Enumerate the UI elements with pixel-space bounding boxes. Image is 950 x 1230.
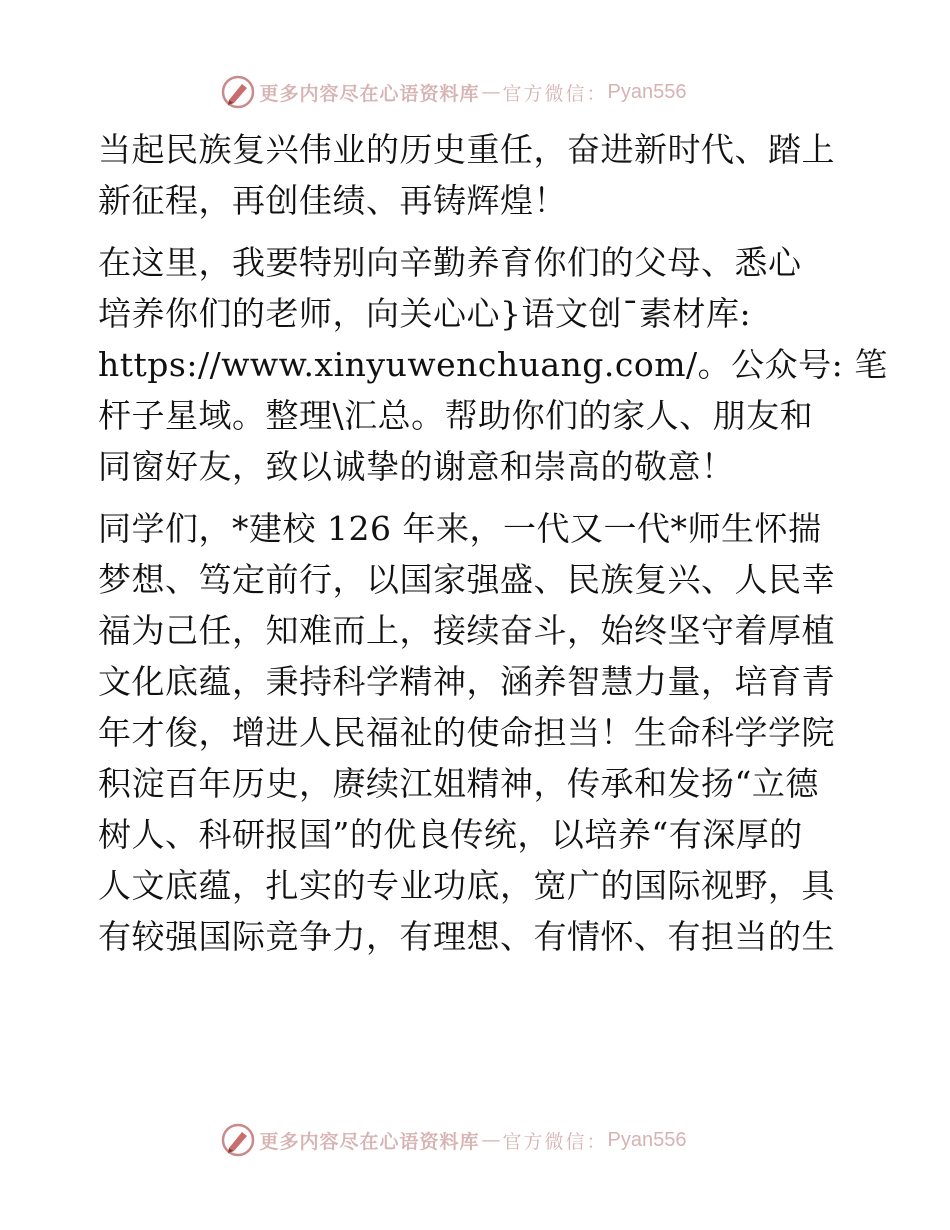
text-line: 文化底蕴，秉持科学精神，涵养智慧力量，培育青 bbox=[98, 662, 835, 701]
banner-text: 更多内容尽在心语资料库 bbox=[259, 1130, 480, 1153]
banner-official-label: 官方微信： bbox=[502, 82, 608, 105]
banner-text: 更多内容尽在心语资料库 bbox=[259, 82, 480, 105]
banner-dash: — bbox=[481, 1129, 501, 1151]
pen-logo-icon bbox=[220, 1122, 256, 1158]
banner-wechat-id: Pyan556 bbox=[607, 1128, 687, 1151]
text-line: 培养你们的老师，向关心心}语文创¯素材库: bbox=[98, 294, 752, 333]
text-line: 在这里，我要特别向辛勤养育你们的父母、悉心 bbox=[98, 243, 802, 282]
footer-banner bbox=[0, 1118, 950, 1162]
text-line: 人文底蕴，扎实的专业功底，宽广的国际视野，具 bbox=[98, 866, 835, 905]
document-body bbox=[98, 124, 888, 962]
pen-logo-icon bbox=[220, 74, 256, 110]
header-banner bbox=[0, 70, 950, 114]
text-line: https://www.xinyuwenchuang.com/。公众号: 笔 bbox=[98, 345, 888, 384]
text-line: 同窗好友，致以诚挚的谢意和崇高的敬意！ bbox=[98, 447, 735, 486]
paragraph bbox=[98, 503, 858, 962]
paragraph bbox=[98, 124, 858, 226]
text-line: 新征程，再创佳绩、再铸辉煌！ bbox=[98, 181, 567, 220]
text-line: 树人、科研报国”的优良传统，以培养“有深厚的 bbox=[98, 815, 803, 854]
text-line: 同学们，*建校 126 年来，一代又一代*师生怀揣 bbox=[98, 509, 822, 548]
text-line: 杆子星域。整理\汇总。帮助你们的家人、朋友和 bbox=[98, 396, 814, 435]
banner-wechat-id: Pyan556 bbox=[607, 80, 687, 103]
text-line: 福为己任，知难而上，接续奋斗，始终坚守着厚植 bbox=[98, 611, 835, 650]
text-line: 年才俊，增进人民福祉的使命担当！生命科学学院 bbox=[98, 713, 835, 752]
banner-official-label: 官方微信： bbox=[502, 1130, 608, 1153]
paragraph bbox=[98, 237, 888, 492]
text-line: 积淀百年历史，赓续江姐精神，传承和发扬“立德 bbox=[98, 764, 819, 803]
text-line: 当起民族复兴伟业的历史重任，奋进新时代、踏上 bbox=[98, 130, 835, 169]
text-line: 梦想、笃定前行，以国家强盛、民族复兴、人民幸 bbox=[98, 560, 835, 599]
banner-dash: — bbox=[481, 81, 501, 103]
text-line: 有较强国际竞争力，有理想、有情怀、有担当的生 bbox=[98, 917, 835, 956]
